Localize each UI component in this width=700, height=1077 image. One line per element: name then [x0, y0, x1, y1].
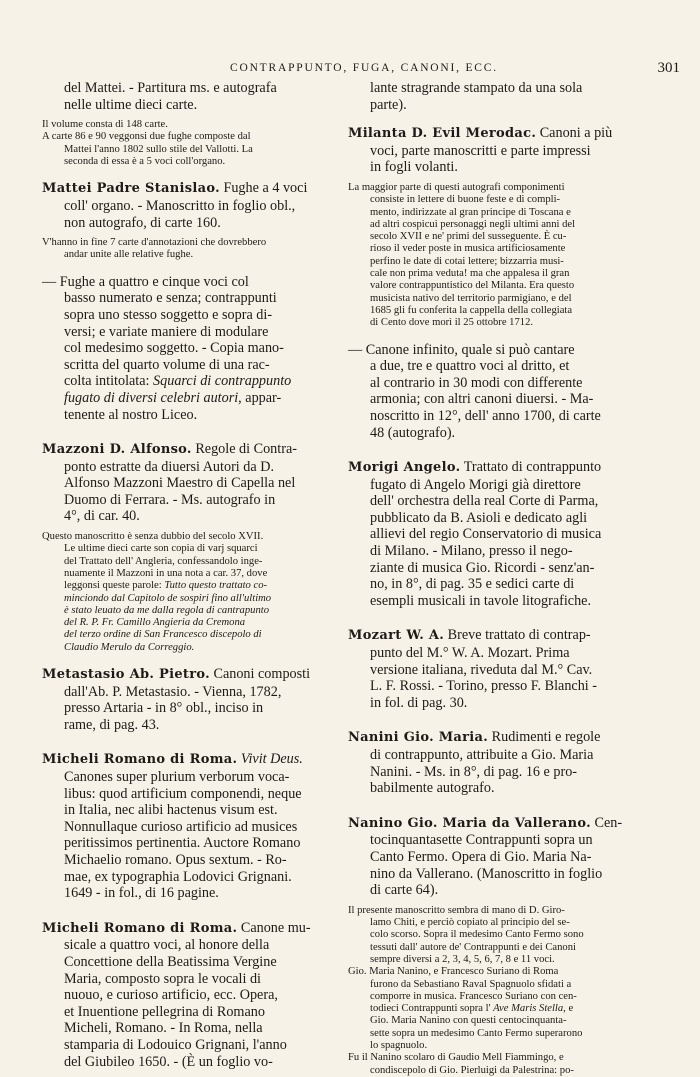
text-line: scritta del quarto volume di una rac-	[64, 356, 270, 373]
note-milanta	[348, 182, 656, 330]
text-line: Canto Fermo. Opera di Gio. Maria Na-	[370, 848, 592, 865]
quoted-text: minciondo dal Capitolo de sospiri fino all'ultimo	[64, 592, 272, 604]
text-line: pubblicato da B. Asioli e dedicato agli	[370, 509, 588, 526]
page-number: 301	[657, 60, 680, 76]
text-line: noscritto in 12°, dell' anno 1700, di carte	[370, 407, 601, 424]
note-line: furono da Sebastiano Raval Spagnuolo sfidati a	[370, 978, 572, 990]
text-line: mae, ex typographia Lodovici Grignani.	[64, 868, 292, 885]
text-line: nino da Vallerano. (Manoscritto in foglio	[370, 865, 603, 882]
note-line: condiscepolo di Gio. Pierluigi da Palestrina: po-	[370, 1064, 574, 1076]
entry-heading: Mattei Padre Stanislao.	[42, 181, 220, 197]
text-line: Regole di Contra-	[191, 441, 297, 458]
note-line: La maggior parte di questi autografi componimenti	[348, 181, 565, 193]
text-line: presso Artaria - in 8° obl., inciso in	[64, 700, 264, 717]
note-line: 1685 gli fu conferita la cappella della collegiata	[370, 304, 573, 316]
text-line: in Italia, nec alibi hactenus visum est.	[64, 802, 278, 819]
text-line: Canone mu-	[237, 919, 311, 936]
entry-heading: Micheli Romano di Roma.	[42, 752, 238, 768]
note-nanino	[348, 905, 656, 1077]
text-line: Canoni a più	[536, 125, 613, 142]
note-line: secolo XVII e ne' primi del susseguente. È cu-	[370, 231, 567, 243]
entry-heading: Mozart W. A.	[348, 628, 445, 644]
text-line: Canoni composti	[209, 666, 311, 683]
note-line: tessuti dall' autore de' Contrappunti e dei Canoni	[370, 941, 576, 953]
text-line: allievi del regio Conservatorio di musica	[370, 526, 602, 543]
text-line: 4°, di car. 40.	[64, 508, 140, 525]
text-line: esempli musicali in tavole litografiche.	[370, 592, 592, 609]
note-line: Le ultime dieci carte son copia di varj squarci	[64, 543, 258, 555]
text-line: sicale a quattro voci, al honore della	[64, 937, 270, 954]
note-line: valore contrappuntistico del Milanta. Era questo	[370, 280, 575, 292]
note-line: V'hanno in fine 7 carte d'annotazioni che dovrebbero	[42, 237, 267, 249]
text-line: Nonnullaque curioso artificio ad musices	[64, 818, 298, 835]
note-line: ad altri cospicui personaggi negli ultimi anni del	[370, 218, 576, 230]
text-line: Michaelio romano. Opus sextum. - Ro-	[64, 851, 287, 868]
note-line: perfino le date di cotai lettere; bizzarria musi-	[370, 255, 564, 267]
text-line: in fogli volanti.	[370, 159, 458, 176]
note-mattei-volume	[42, 119, 332, 168]
text-line: ziante di musica Gio. Ricordi - senz'an-	[370, 559, 595, 576]
text-line: dall'Ab. P. Metastasio. - Vienna, 1782,	[64, 683, 282, 700]
text-line: versione italiana, riveduta dal M.° Cav.	[370, 661, 593, 678]
entry-heading: Milanta D. Evil Merodac.	[348, 126, 537, 142]
text-line: sopra uno stesso soggetto e sopra di-	[64, 306, 273, 323]
note-line: seconda di essa è a 5 voci coll'organo.	[64, 156, 226, 168]
text-line: al contrario in 30 modi con differente	[370, 374, 583, 391]
text-line: Breve trattato di contrap-	[444, 627, 591, 644]
text-line: a due, tre e quattro voci al dritto, et	[370, 358, 570, 375]
text-line: Concettione della Beatissima Vergine	[64, 953, 277, 970]
text-line: L. F. Rossi. - Torino, presso F. Blanchi -	[370, 678, 598, 695]
note-line: mento, indirizzate al gran principe di Toscana e	[370, 206, 571, 218]
note-mazzoni	[42, 531, 332, 654]
entry-heading: Morigi Angelo.	[348, 460, 461, 476]
text-line: 1649 - in fol., di 16 pagine.	[64, 885, 219, 902]
text-line: fugato di Angelo Morigi già direttore	[370, 476, 581, 493]
entry-milanta	[348, 125, 656, 176]
note-line: A carte 86 e 90 veggonsi due fughe composte dal	[42, 131, 251, 143]
text-line: — Fughe a quattro e cinque voci col	[42, 273, 249, 290]
text-line: Duomo di Ferrara. - Ms. autografo in	[64, 491, 276, 508]
text-line: rame, di pag. 43.	[64, 716, 160, 733]
text-line: Alfonso Mazzoni Maestro di Capella nel	[64, 475, 296, 492]
note-line: lamo Chiti, e perciò copiato al principio del se-	[370, 917, 570, 929]
text-line: coll' organo. - Manoscritto in foglio obl.,	[64, 197, 296, 214]
note-line: nuamente il Mazzoni in una nota a car. 37, dove	[64, 567, 268, 579]
entry-heading: Mazzoni D. Alfonso.	[42, 442, 192, 458]
text-line: Trattato di contrappunto	[460, 459, 602, 476]
text-line: 48 (autografo).	[370, 424, 456, 441]
text-line: et Inuentione pellegrina di Romano	[64, 1003, 265, 1020]
text-line: peritissimos pertinentia. Auctore Romano	[64, 835, 301, 852]
text-line: Nanini. - Ms. in 8°, di pag. 16 e pro-	[370, 763, 578, 780]
text-line: non autografo, di carte 160.	[64, 214, 221, 231]
text-line: ponto estratte da diuersi Autori da D.	[64, 458, 275, 475]
work-title: Vivit Deus.	[237, 751, 303, 768]
note-line: sempre diversi a 2, 3, 4, 5, 6, 7, 8 e 11 voci.	[370, 953, 555, 965]
running-head: CONTRAPPUNTO, FUGA, CANONI, ECC.	[230, 62, 498, 74]
entry-heading: Micheli Romano di Roma.	[42, 920, 238, 936]
note-line: lo spagnuolo.	[370, 1040, 428, 1052]
entry-heading: Nanino Gio. Maria da Vallerano.	[348, 815, 591, 831]
entry-heading: Metastasio Ab. Pietro.	[42, 667, 210, 683]
text-line: no, in 8°, di pag. 35 e sedici carte di	[370, 576, 575, 593]
quoted-text: del R. P. Fr. Camillo Angieria da Cremona	[64, 617, 246, 629]
text-line: Maria, composto sopra le vocali di	[64, 970, 261, 987]
note-line: sette sopra un medesimo Canto Fermo superarono	[370, 1027, 583, 1039]
work-title: Squarci di contrappunto	[153, 373, 292, 390]
entry-metastasio	[42, 666, 332, 733]
entry-mazzoni	[42, 441, 332, 525]
left-column	[42, 80, 332, 1070]
entry-nanini	[348, 729, 656, 796]
note-mattei-annotations	[42, 237, 332, 262]
entry-morigi	[348, 459, 656, 609]
text-line: voci, parte manoscritti e parte impressi	[370, 142, 591, 159]
right-column	[348, 80, 656, 1077]
entry-fughe-quattro-cinque	[42, 274, 332, 423]
note-line: del Trattato dell' Angleria, confessandolo inge-	[64, 555, 263, 567]
note-line: Gio. Maria Nanino con questi centocinquanta-	[370, 1015, 567, 1027]
work-title: Ave Maris Stella	[493, 1003, 564, 1015]
text-line: stamparia di Lodouico Grignani, l'anno	[64, 1036, 287, 1053]
text-line: in fol. di pag. 30.	[370, 694, 468, 711]
text-line: , appar-	[238, 389, 282, 406]
quoted-text: del terzo ordine di San Francesco discepolo di	[64, 629, 262, 641]
note-line: rioso il veder poste in musica artificiosamente	[370, 243, 566, 255]
text-line: col medesimo soggetto. - Copia mano-	[64, 340, 284, 357]
note-line: colo scorso. Sopra il medesimo Canto Fermo sono	[370, 929, 584, 941]
text-line: del Giubileo 1650. - (È un foglio vo-	[64, 1053, 273, 1070]
entry-micheli-vivit-deus	[42, 751, 332, 901]
text-line: punto del M.° W. A. Mozart. Prima	[370, 645, 570, 662]
text-line: colta intitolata:	[64, 373, 154, 390]
work-title: fugato di diversi celebri autori	[64, 389, 239, 406]
quoted-text: Tutto questo trattato co-	[164, 580, 268, 592]
text-line: basso numerato e senza; contrappunti	[64, 290, 277, 307]
text-line: Cen-	[590, 814, 623, 831]
note-line: Questo manoscritto è senza dubbio del secolo XVII.	[42, 531, 264, 543]
text-line: tenente al nostro Liceo.	[64, 406, 198, 423]
quoted-text: è stato leuato da me dalla regola di cantrapunto	[64, 604, 269, 616]
note-line: consiste in lettere di buone feste e di compli-	[370, 194, 561, 206]
entry-nanino	[348, 815, 656, 899]
text-line: nuouo, e curioso artificio, ecc. Opera,	[64, 987, 278, 1004]
text-line: — Canone infinito, quale si può cantare	[348, 341, 575, 358]
text-line: lante stragrande stampato da una sola	[370, 80, 583, 96]
entry-mattei-fughe	[42, 180, 332, 231]
note-line: , e	[563, 1003, 574, 1015]
text-line: versi; e variate maniere di modulare	[64, 323, 269, 340]
text-line: parte).	[370, 96, 407, 113]
note-line: Il presente manoscritto sembra di mano di D. Giro-	[348, 904, 565, 916]
note-line: andar unite alle relative fughe.	[64, 249, 194, 261]
note-line: Gio. Maria Nanino, e Francesco Suriano di Roma	[348, 966, 559, 978]
text-line: nelle ultime dieci carte.	[64, 96, 198, 113]
entry-mozart	[348, 627, 656, 711]
note-line: Mattei l'anno 1802 sullo stile del Vallotti. La	[64, 143, 253, 155]
note-line: cale non prima veduta! ma che appalesa il gran	[370, 268, 570, 280]
text-line: Rudimenti e regole	[488, 729, 601, 746]
entry-micheli-canone	[42, 920, 332, 1070]
page-header	[40, 60, 680, 80]
note-line: di Cento dove morì il 25 ottobre 1712.	[370, 317, 534, 329]
text-line: di carte 64).	[370, 882, 439, 899]
text-line: Fughe a 4 voci	[219, 180, 308, 197]
note-line: Fu il Nanino scolaro di Gaudio Mell Fiammingo, e	[348, 1052, 564, 1064]
note-line: leggonsi queste parole:	[64, 580, 165, 592]
text-line: di contrappunto, attribuite a Gio. Maria	[370, 747, 594, 763]
entry-heading: Nanini Gio. Maria.	[348, 730, 489, 746]
quoted-text: Claudio Merulo da Correggio.	[64, 641, 195, 653]
text-line: dell' orchestra della real Corte di Parma,	[370, 493, 599, 510]
text-line: armonia; con altri canoni diuersi. - Ma-	[370, 391, 594, 408]
text-line: Canones super plurium verborum voca-	[64, 769, 290, 785]
note-line: Il volume consta di 148 carte.	[42, 119, 168, 131]
note-line: musicista nativo del territorio parmigiano, e del	[370, 292, 572, 304]
entry-mattei-continuation	[42, 80, 332, 113]
note-line: todieci Contrappunti sopra l'	[370, 1003, 494, 1015]
text-line: libus: quod artificium componendi, neque	[64, 785, 302, 802]
text-line: babilmente autografo.	[370, 780, 495, 797]
text-line: di Milano. - Milano, presso il nego-	[370, 543, 573, 560]
text-line: tocinquantasette Contrappunti sopra un	[370, 832, 593, 849]
note-line: comporre in musica. Francesco Suriano con cen-	[370, 990, 577, 1002]
text-line: del Mattei. - Partitura ms. e autografa	[64, 80, 277, 96]
entry-milanta-canone-infinito	[348, 342, 656, 442]
text-line: Micheli, Romano. - In Roma, nella	[64, 1020, 263, 1037]
entry-micheli-continuation	[348, 80, 656, 113]
